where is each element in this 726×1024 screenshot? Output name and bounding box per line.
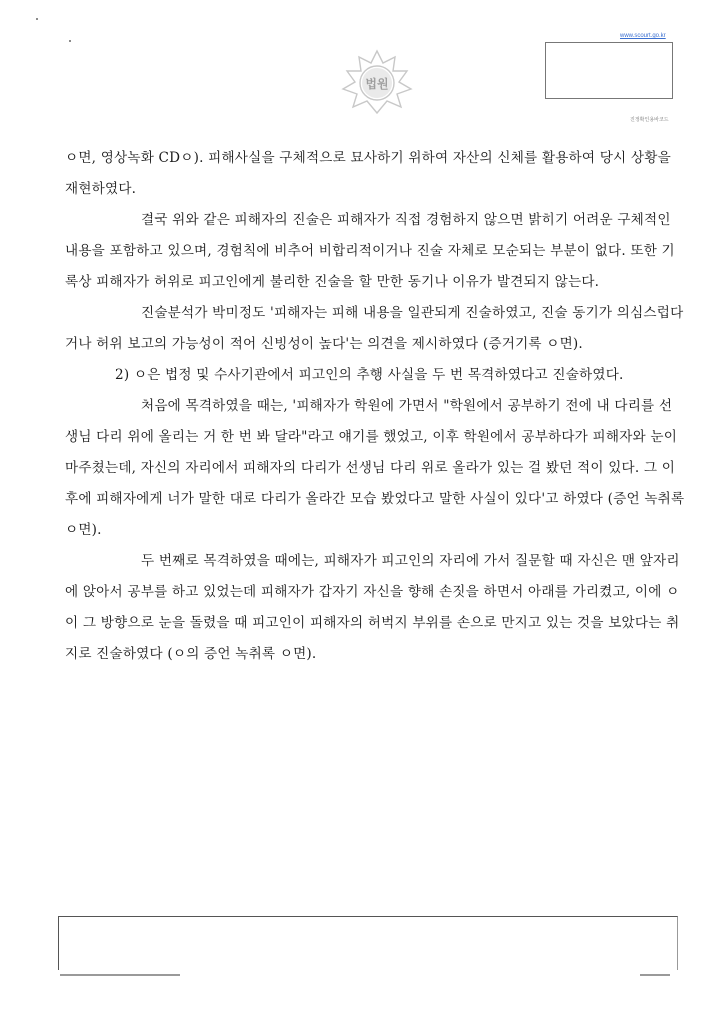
judgment-body — [65, 143, 685, 670]
paragraph: 결국 위와 같은 피해자의 진술은 피해자가 직접 경험하지 않으면 밝히기 어려운 구체적인 내용을 포함하고 있으며, 경험칙에 비추어 비합리적이거나 진술 자체로 모순되는 부분이 없다. 또한 기록상 피해자가 허위로 피고인에게 불리한 진술을 할 만한 동기나 이유가 발견되지 않는다. — [65, 212, 675, 290]
paragraph: 처음에 목격하였을 때는, '피해자가 학원에 가면서 "학원에서 공부하기 전에 내 다리를 선생님 다리 위에 올리는 거 한 번 봐 달라"라고 얘기를 했었고, 이후 학원에서 공부하다가 피해자와 눈이 마주쳤는데, 자신의 자리에서 피해자의 다리가 선생님 다리 위로 올라가 있는 걸 봤던 적이 있다. 그 이후에 피해자에게 너가 말한 대로 다리가 올라간 모습 봤었다고 말한 사실이 있다'고 하였다 (증언 녹취록 ㅇ면). — [65, 398, 685, 538]
scan-speck — [36, 18, 38, 20]
court-emblem — [333, 47, 421, 117]
scan-speck — [69, 40, 71, 42]
footer-smudge — [60, 974, 180, 976]
footer-frame — [58, 916, 678, 970]
verification-barcode-box — [545, 42, 673, 99]
barcode-caption: 진정확인용바코드 — [630, 117, 669, 123]
court-website-link[interactable]: www.scourt.go.kr — [620, 33, 666, 39]
paragraph: ㅇ면, 영상녹화 CDㅇ). 피해사실을 구체적으로 묘사하기 위하여 자산의 신체를 활용하여 당시 상황을 재현하였다. — [65, 150, 671, 197]
footer-smudge — [640, 974, 670, 976]
paragraph: 2) ㅇ은 법정 및 수사기관에서 피고인의 추행 사실을 두 번 목격하였다고 진술하였다. — [115, 367, 624, 383]
paragraph: 두 번째로 목격하였을 때에는, 피해자가 피고인의 자리에 가서 질문할 때 자신은 맨 앞자리에 앉아서 공부를 하고 있었는데 피해자가 갑자기 자신을 향해 손짓을 하면서 아래를 가리켰고, 이에 ㅇ이 그 방향으로 눈을 돌렸을 때 피고인이 피해자의 허벅지 부위를 손으로 만지고 있는 것을 보았다는 취지로 진술하였다 (ㅇ의 증언 녹취록 ㅇ면). — [65, 553, 680, 662]
paragraph: 진술분석가 박미정도 '피해자는 피해 내용을 일관되게 진술하였고, 진술 동기가 의심스럽다거나 허위 보고의 가능성이 적어 신빙성이 높다'는 의견을 제시하였다 (증거기록 ㅇ면). — [65, 305, 684, 352]
svg-text:법원: 법원 — [365, 77, 389, 91]
